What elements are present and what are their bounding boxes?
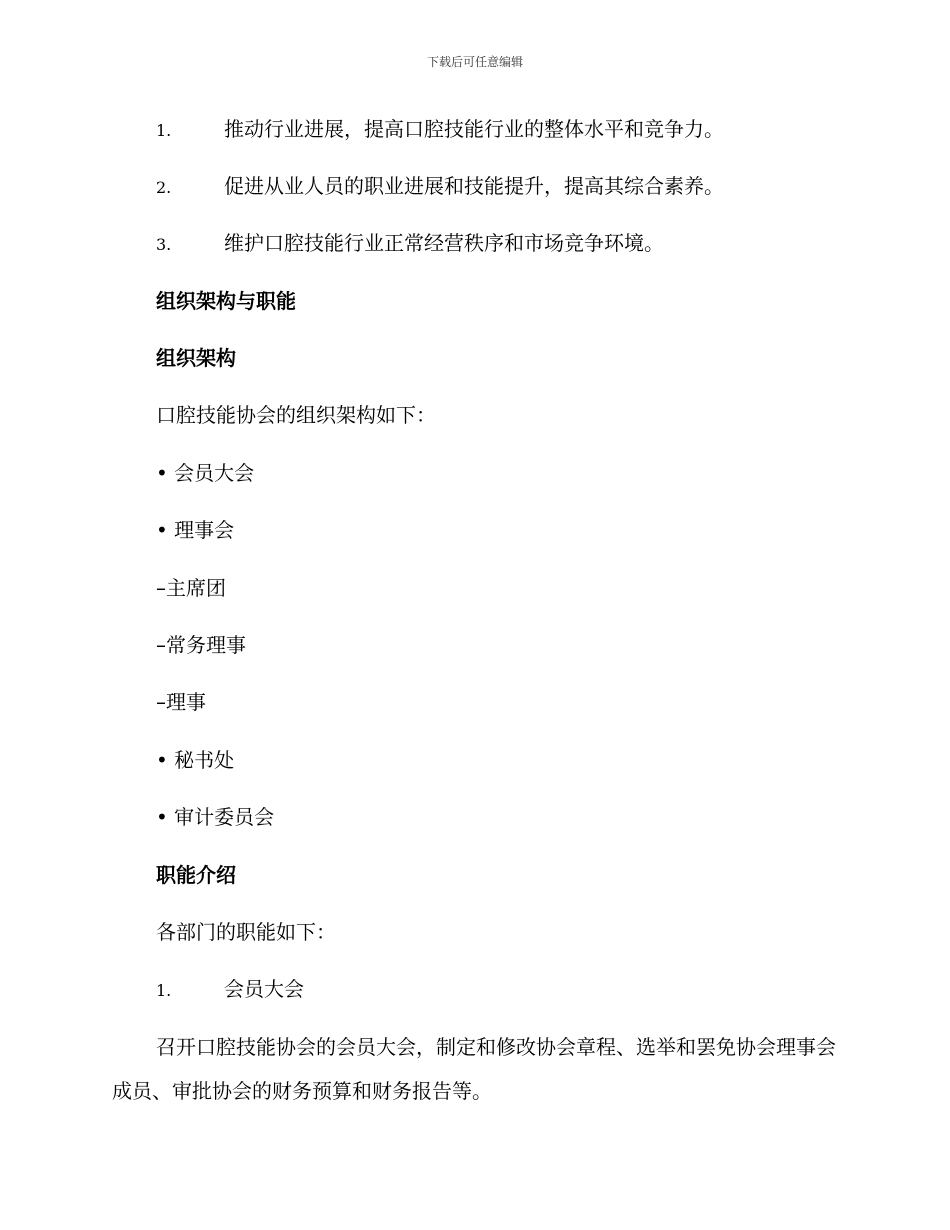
org-item: • 审计委员会 — [156, 805, 275, 829]
goal-text: 维护口腔技能行业正常经营秩序和市场竞争环境。 — [224, 231, 664, 255]
section-heading-func: 职能介绍 — [156, 863, 236, 887]
goal-text: 促进从业人员的职业进展和技能提升，提高其综合素养。 — [224, 174, 724, 198]
func-paragraph-text: 召开口腔技能协会的会员大会，制定和修改协会章程、选举和罢免协会理事会成员、审批协会的财务预算和财务报告等。 — [112, 1035, 836, 1103]
goal-number: 3. — [156, 235, 172, 254]
func-paragraph — [112, 1025, 842, 1113]
section-heading-org-func: 组织架构与职能 — [156, 289, 296, 313]
org-item: • 会员大会 — [156, 461, 255, 485]
func-item-1 — [156, 975, 304, 1005]
goal-number: 1. — [156, 121, 172, 140]
goal-item-1 — [156, 115, 724, 145]
org-subitem: –主席团 — [156, 576, 226, 600]
org-intro: 口腔技能协会的组织架构如下： — [156, 403, 436, 427]
goal-item-3 — [156, 229, 664, 259]
goal-text: 推动行业进展，提高口腔技能行业的整体水平和竞争力。 — [224, 117, 724, 141]
func-text: 会员大会 — [224, 977, 304, 1001]
org-subitem: –理事 — [156, 690, 206, 714]
goal-number: 2. — [156, 178, 172, 197]
org-item: • 理事会 — [156, 518, 235, 542]
org-item: • 秘书处 — [156, 748, 235, 772]
section-heading-org: 组织架构 — [156, 346, 236, 370]
goal-item-2 — [156, 172, 724, 202]
func-number: 1. — [156, 981, 172, 1000]
func-intro: 各部门的职能如下： — [156, 920, 336, 944]
org-subitem: –常务理事 — [156, 633, 246, 657]
page-header: 下载后可任意编辑 — [426, 55, 523, 69]
